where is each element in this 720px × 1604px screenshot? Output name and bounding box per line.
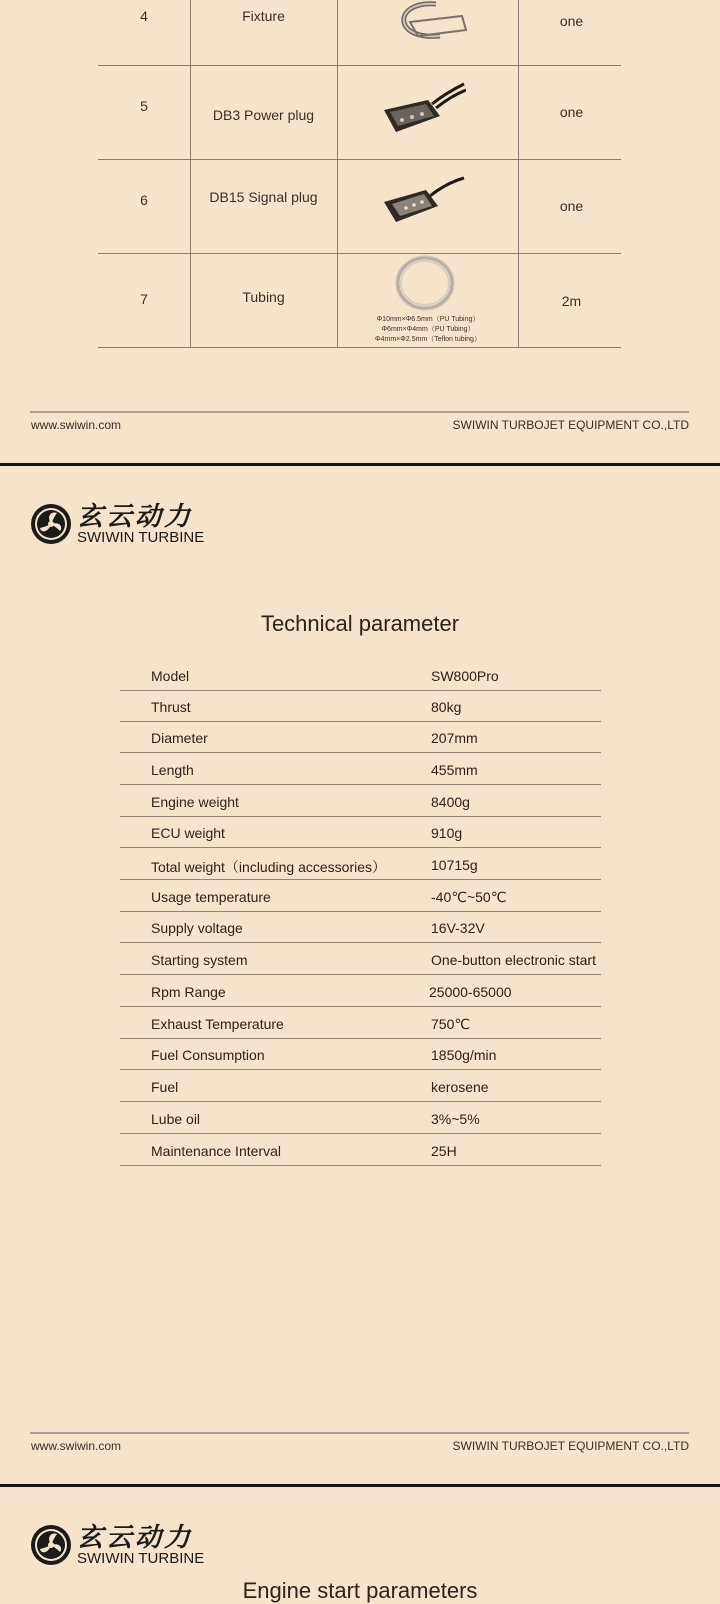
param-value: 910g <box>431 825 463 841</box>
table-divider <box>98 347 621 348</box>
param-label: Engine weight <box>151 794 239 810</box>
param-value: 25000-65000 <box>429 984 512 1000</box>
table-row <box>120 722 601 753</box>
turbine-logo-icon <box>30 1524 72 1566</box>
param-value: 1850g/min <box>431 1047 497 1063</box>
table-row <box>120 1008 601 1039</box>
param-label: Starting system <box>151 952 248 968</box>
table-divider <box>337 0 338 347</box>
table-row <box>120 817 601 848</box>
param-label: ECU weight <box>151 825 225 841</box>
item-name: DB3 Power plug <box>212 107 315 123</box>
table-row <box>120 1071 601 1102</box>
param-value: 3%~5% <box>431 1111 480 1127</box>
footer-website: www.swiwin.com <box>31 418 122 432</box>
param-label: Fuel <box>151 1079 179 1095</box>
row-number: 6 <box>140 192 148 208</box>
param-label: Maintenance Interval <box>151 1143 281 1159</box>
footer-rule <box>30 1432 689 1434</box>
tubing-spec-2: Φ6mm×Φ4mm（PU Tubing） <box>381 326 475 333</box>
item-name: Tubing <box>242 289 285 305</box>
table-row <box>120 1039 601 1070</box>
footer-company: SWIWIN TURBOJET EQUIPMENT CO.,LTD <box>452 1439 689 1453</box>
section-title: Technical parameter <box>260 611 460 636</box>
param-value: 80kg <box>431 699 462 715</box>
row-number: 7 <box>140 291 148 307</box>
page-divider <box>0 1484 720 1487</box>
row-number: 5 <box>140 98 148 114</box>
item-qty: 2m <box>561 293 582 309</box>
turbine-logo-icon <box>30 503 72 545</box>
param-value: 8400g <box>431 794 470 810</box>
param-label: Model <box>151 668 190 684</box>
db15-plug-icon <box>380 176 466 228</box>
fixture-icon <box>396 0 470 42</box>
param-value: 10715g <box>431 857 478 873</box>
param-label: Diameter <box>151 730 208 746</box>
tubing-coil-icon <box>394 254 456 312</box>
param-label: Thrust <box>151 699 191 715</box>
param-value: 750℃ <box>431 1016 471 1032</box>
param-label: Total weight（including accessories） <box>151 859 386 875</box>
section-title-next: Engine start parameters <box>242 1578 478 1603</box>
param-value: 25H <box>431 1143 457 1159</box>
brand-name-cn: 玄云动力 <box>77 1523 194 1553</box>
table-divider <box>98 65 621 66</box>
table-row <box>120 912 601 943</box>
item-qty: one <box>559 198 584 214</box>
param-label: Rpm Range <box>151 984 226 1000</box>
brand-logo <box>30 1520 220 1568</box>
item-qty: one <box>559 13 584 29</box>
row-number: 4 <box>140 8 148 24</box>
table-row <box>120 1103 601 1134</box>
tubing-spec-3: Φ4mm×Φ2.5mm（Teflon tubing） <box>375 336 481 343</box>
param-value: SW800Pro <box>431 668 499 684</box>
param-label: Supply voltage <box>151 920 243 936</box>
param-label: Length <box>151 762 194 778</box>
tubing-spec-1: Φ10mm×Φ6.5mm（PU Tubing） <box>376 316 480 323</box>
table-row <box>120 691 601 722</box>
footer-website: www.swiwin.com <box>31 1439 122 1453</box>
param-value: 207mm <box>431 730 478 746</box>
table-row <box>120 786 601 817</box>
param-value: -40℃~50℃ <box>431 889 507 905</box>
footer-rule <box>30 411 689 413</box>
table-divider <box>98 159 621 160</box>
param-label: Usage temperature <box>151 889 271 905</box>
table-row <box>120 754 601 785</box>
table-row <box>120 660 601 691</box>
item-name: Fixture <box>242 8 285 24</box>
item-name: DB15 Signal plug <box>209 189 318 205</box>
brand-name-en: SWIWIN TURBINE <box>77 1550 205 1567</box>
param-value: kerosene <box>431 1079 489 1095</box>
brand-logo <box>30 499 220 547</box>
table-row <box>120 1135 601 1166</box>
db3-plug-icon <box>380 82 466 142</box>
param-label: Fuel Consumption <box>151 1047 265 1063</box>
brand-name-cn: 玄云动力 <box>77 502 194 532</box>
table-row <box>120 849 601 880</box>
table-divider <box>98 253 621 254</box>
param-label: Lube oil <box>151 1111 201 1127</box>
param-value: One-button electronic start <box>431 952 596 968</box>
param-value: 455mm <box>431 762 478 778</box>
table-row <box>120 944 601 975</box>
item-qty: one <box>559 104 584 120</box>
table-row <box>120 881 601 912</box>
page-divider <box>0 463 720 466</box>
param-value: 16V-32V <box>431 920 485 936</box>
param-label: Exhaust Temperature <box>151 1016 284 1032</box>
table-row <box>120 976 601 1007</box>
brand-name-en: SWIWIN TURBINE <box>77 529 205 546</box>
footer-company: SWIWIN TURBOJET EQUIPMENT CO.,LTD <box>452 418 689 432</box>
